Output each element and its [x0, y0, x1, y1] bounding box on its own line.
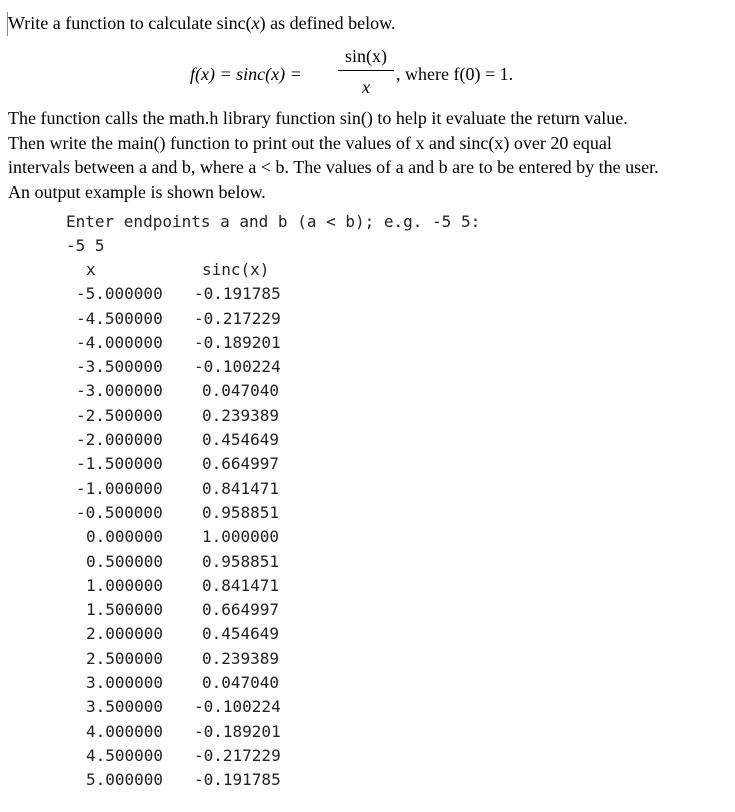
- cell-x: -2.000000: [76, 430, 163, 450]
- cell-sinc: 0.958851: [202, 502, 280, 522]
- paragraph-line: Then write the main() function to print out the values of x and sinc(x) over 20 equal: [8, 132, 612, 153]
- cell-x: -2.500000: [76, 405, 163, 425]
- formula-numerator: sin(x): [345, 46, 387, 66]
- paragraph-line: The function calls the math.h library function sin() to help it evaluate the return value.: [8, 108, 628, 128]
- table-row: [76, 282, 316, 306]
- console-output: [66, 210, 480, 258]
- cell-x: -3.500000: [76, 357, 163, 377]
- cell-sinc: -0.191785: [194, 284, 281, 304]
- cell-sinc: -0.217229: [194, 745, 281, 765]
- header-sinc: sinc(x): [202, 260, 270, 279]
- cell-sinc: 0.454649: [202, 430, 280, 450]
- cell-x: -4.500000: [76, 308, 163, 328]
- table-row: [76, 598, 316, 622]
- table-row: [76, 452, 316, 476]
- table-row: [76, 428, 316, 452]
- cell-sinc: 0.958851: [202, 551, 280, 571]
- table-row: [76, 404, 316, 428]
- cell-x: 0.000000: [86, 527, 164, 547]
- cell-x: 4.000000: [86, 721, 164, 741]
- intro-post: ) as defined below.: [259, 13, 396, 33]
- cell-sinc: -0.217229: [194, 308, 281, 328]
- table-row: [76, 647, 316, 671]
- table-row: [76, 574, 316, 598]
- cell-sinc: 0.664997: [202, 600, 280, 620]
- cell-x: -4.000000: [76, 332, 163, 352]
- intro-var: x: [251, 13, 260, 33]
- table-row: [76, 307, 316, 331]
- cell-x: 2.000000: [86, 624, 164, 644]
- table-row: [76, 720, 316, 744]
- cell-sinc: 0.047040: [202, 673, 280, 693]
- cell-sinc: -0.189201: [194, 721, 281, 741]
- cell-x: -1.500000: [76, 454, 163, 474]
- table-row: [76, 695, 316, 719]
- cell-sinc: 0.047040: [202, 381, 280, 401]
- intro-pre: Write a function to calculate sinc(: [8, 13, 252, 33]
- table-row: [76, 744, 316, 768]
- cell-x: -1.000000: [76, 478, 163, 498]
- table-header: [76, 258, 316, 282]
- cell-sinc: 0.454649: [202, 624, 280, 644]
- cell-x: -0.500000: [76, 502, 163, 522]
- table-row: [76, 477, 316, 501]
- paragraph-line: An output example is shown below.: [8, 181, 266, 202]
- table-row: [76, 331, 316, 355]
- intro-line: [8, 13, 395, 34]
- cell-sinc: 0.841471: [202, 478, 280, 498]
- cell-sinc: 0.239389: [202, 405, 280, 425]
- table-row: [76, 501, 316, 525]
- cell-sinc: -0.100224: [194, 697, 281, 717]
- cell-x: -5.000000: [76, 284, 163, 304]
- table-row: [76, 355, 316, 379]
- formula-denominator: x: [362, 77, 370, 97]
- cell-x: 2.500000: [86, 648, 164, 668]
- fraction-bar: [338, 70, 394, 71]
- formula-fraction: [338, 44, 394, 99]
- formula-lhs: f(x) = sinc(x) =: [190, 64, 302, 84]
- cell-x: 3.000000: [86, 673, 164, 693]
- cell-sinc: 1.000000: [202, 527, 280, 547]
- paragraph-line: intervals between a and b, where a < b. The values of a and b are to be entered by the user.: [8, 157, 659, 177]
- header-x: x: [86, 260, 96, 279]
- cell-sinc: 0.841471: [202, 575, 280, 595]
- cell-x: 3.500000: [86, 697, 164, 717]
- cell-sinc: 0.664997: [202, 454, 280, 474]
- cell-sinc: -0.191785: [194, 770, 281, 790]
- table-row: [76, 768, 316, 792]
- cell-sinc: -0.189201: [194, 332, 281, 352]
- console-input: -5 5: [66, 236, 105, 255]
- table-row: [76, 379, 316, 403]
- sinc-table: [76, 258, 316, 793]
- cell-x: 5.000000: [86, 770, 164, 790]
- cell-sinc: -0.100224: [194, 357, 281, 377]
- cell-x: -3.000000: [76, 381, 163, 401]
- table-row: [76, 671, 316, 695]
- cell-sinc: 0.239389: [202, 648, 280, 668]
- cell-x: 1.000000: [86, 575, 164, 595]
- table-row: [76, 622, 316, 646]
- console-prompt: Enter endpoints a and b (a < b); e.g. -5 5:: [66, 212, 481, 231]
- cell-x: 4.500000: [86, 745, 164, 765]
- formula-rhs: , where f(0) = 1.: [396, 64, 514, 84]
- cell-x: 1.500000: [86, 600, 164, 620]
- table-row: [76, 525, 316, 549]
- table-row: [76, 550, 316, 574]
- description-paragraph: [8, 106, 728, 204]
- cell-x: 0.500000: [86, 551, 164, 571]
